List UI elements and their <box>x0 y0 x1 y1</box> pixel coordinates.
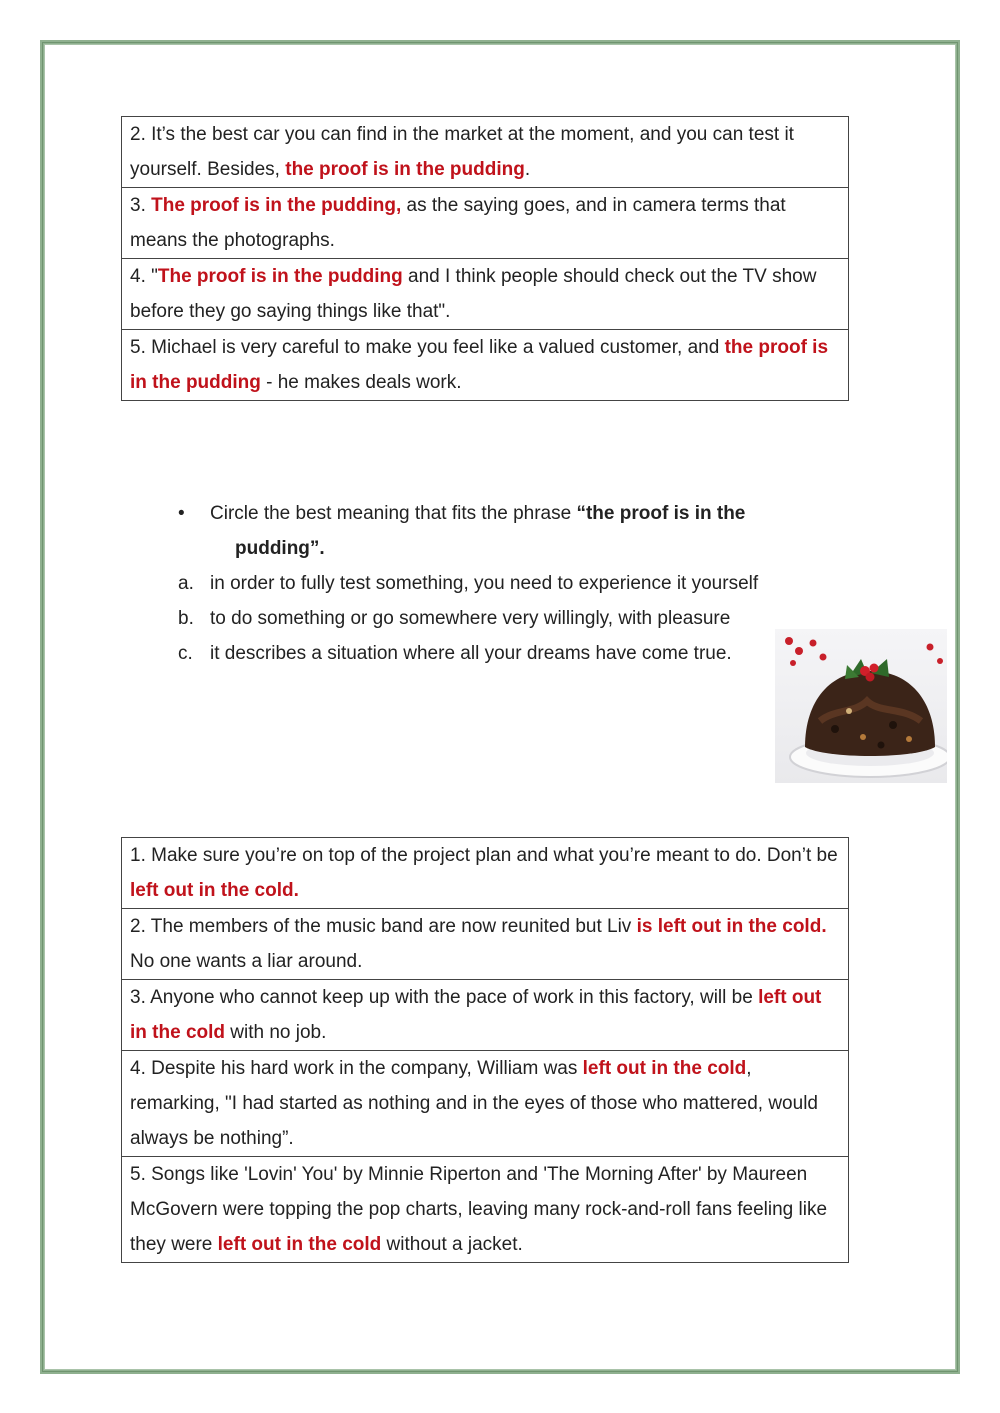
idiom-highlight: the proof is in the pudding <box>130 337 829 393</box>
christmas-pudding-image <box>775 629 947 783</box>
table-row <box>122 330 849 401</box>
option-text: to do something or go somewhere very willingly, with pleasure <box>210 608 731 629</box>
example-text: 2. The members of the music band are now reunited but Liv <box>130 916 637 937</box>
example-text: 3. Anyone who cannot keep up with the pace of work in this factory, will be <box>130 987 759 1008</box>
table-cell <box>122 1051 849 1157</box>
table-cell <box>122 838 849 909</box>
idiom-highlight: left out in the cold <box>217 1234 382 1255</box>
option-c[interactable] <box>178 636 798 671</box>
option-letter: b. <box>178 608 194 629</box>
option-a[interactable] <box>178 566 798 601</box>
example-text-end: No one wants a liar around. <box>130 951 363 972</box>
bullet-icon: • <box>178 503 185 524</box>
prompt-text: Circle the best meaning that fits the phrase <box>210 503 577 524</box>
idiom-highlight: left out in the cold <box>582 1058 747 1079</box>
option-text: in order to fully test something, you need to experience it yourself <box>210 573 759 594</box>
idiom-highlight: left out in the cold <box>130 987 822 1043</box>
example-text: 5. Songs like 'Lovin' You' by Minnie Riperton and 'The Morning After' by Maureen McGovern were topping the pop charts, leaving many rock-and-roll fans feeling like they were <box>130 1164 828 1255</box>
example-text: 3. <box>130 195 152 216</box>
example-text-end: - he makes deals work. <box>260 372 462 393</box>
table-cell <box>122 909 849 980</box>
table-cell <box>122 1157 849 1263</box>
example-text: 4. " <box>130 266 158 287</box>
table-row <box>122 909 849 980</box>
examples-table-proof <box>121 116 849 401</box>
table-row <box>122 188 849 259</box>
table-cell <box>122 330 849 401</box>
example-text-end: and I think people should check out the TV show before they go saying things like that". <box>130 266 817 322</box>
pudding-illustration <box>775 629 947 783</box>
idiom-highlight: The proof is in the pudding <box>157 266 403 287</box>
table-row <box>122 1157 849 1263</box>
table-row <box>122 117 849 188</box>
idiom-highlight: The proof is in the pudding, <box>151 195 402 216</box>
example-text: 5. Michael is very careful to make you feel like a valued customer, and <box>130 337 725 358</box>
table-row <box>122 980 849 1051</box>
example-text-end: , remarking, "I had started as nothing and in the eyes of those who mattered, would always be nothing”. <box>130 1058 818 1149</box>
example-text-end: . <box>524 159 531 180</box>
example-text-end: without a jacket. <box>381 1234 523 1255</box>
prompt-phrase: “the proof is in the <box>576 503 746 524</box>
idiom-highlight: the proof is in the pudding <box>285 159 525 180</box>
option-letter: a. <box>178 573 194 594</box>
example-text: 4. Despite his hard work in the company, William was <box>130 1058 583 1079</box>
example-text: 2. It’s the best car you can find in the market at the moment, and you can test it yourself. Besides, <box>130 124 794 180</box>
table-cell <box>122 259 849 330</box>
prompt-phrase-cont: pudding”. <box>235 538 325 559</box>
meaning-question <box>178 496 798 671</box>
idiom-highlight: is left out in the cold. <box>636 916 827 937</box>
option-b[interactable] <box>178 601 798 636</box>
example-text-end: as the saying goes, and in camera terms that means the photographs. <box>130 195 786 251</box>
examples-table-cold <box>121 837 849 1263</box>
table-cell <box>122 980 849 1051</box>
option-text: it describes a situation where all your dreams have come true. <box>210 643 732 664</box>
example-text-end: with no job. <box>225 1022 327 1043</box>
table-row <box>122 259 849 330</box>
table-cell <box>122 117 849 188</box>
option-letter: c. <box>178 643 193 664</box>
question-prompt <box>178 496 798 531</box>
table-row <box>122 838 849 909</box>
idiom-highlight: left out in the cold. <box>130 880 299 901</box>
table-cell <box>122 188 849 259</box>
table-row <box>122 1051 849 1157</box>
example-text: 1. Make sure you’re on top of the project plan and what you’re meant to do. Don’t be <box>130 845 838 866</box>
